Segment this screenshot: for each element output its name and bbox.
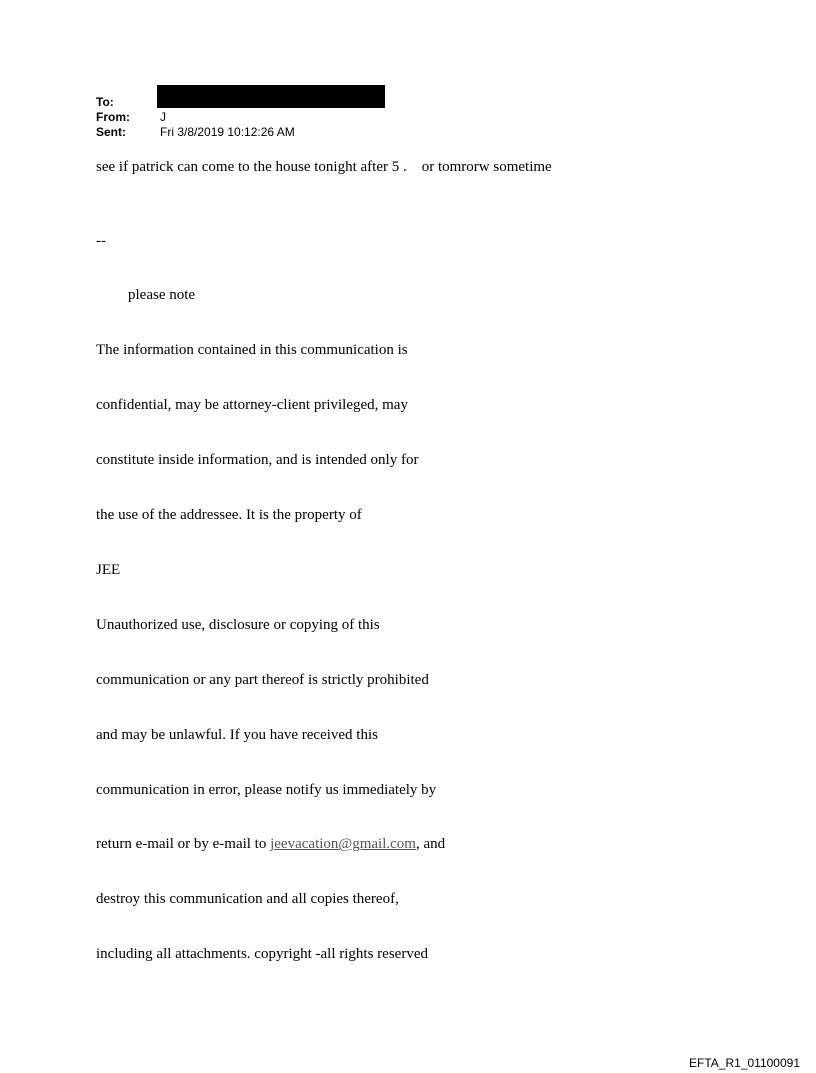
disclaimer-line: including all attachments. copyright -all rights reserved [96, 946, 428, 963]
return-line-suffix: , and [415, 836, 446, 853]
disclaimer-line: the use of the addressee. It is the property of [96, 507, 362, 524]
disclaimer-line: Unauthorized use, disclosure or copying of this [96, 616, 380, 633]
document-id: EFTA_R1_01100091 [689, 1056, 800, 1070]
disclaimer-line: The information contained in this communication is [96, 342, 408, 359]
disclaimer-line: confidential, may be attorney-client privileged, may [96, 397, 408, 414]
sent-label: Sent: [96, 125, 126, 139]
to-label: To: [96, 95, 114, 109]
email-link[interactable]: jeevacation@gmail.com [270, 836, 416, 853]
signature-block [96, 195, 445, 982]
from-label: From: [96, 110, 130, 124]
from-value: J [160, 110, 166, 124]
disclaimer-line: communication or any part thereof is strictly prohibited [96, 671, 429, 688]
signature-separator: -- [96, 232, 106, 249]
disclaimer-line: destroy this communication and all copies thereof, [96, 891, 399, 908]
email-header [96, 95, 295, 140]
disclaimer-line: and may be unlawful. If you have received this [96, 726, 378, 743]
disclaimer-line: communication in error, please notify us immediately by [96, 781, 437, 798]
sent-value: Fri 3/8/2019 10:12:26 AM [160, 125, 295, 139]
note-heading: please note [128, 287, 196, 304]
return-line-prefix: return e-mail or by e-mail to [96, 836, 271, 853]
from-row [96, 110, 295, 125]
to-row [96, 95, 295, 110]
return-email-line [96, 835, 445, 853]
disclaimer-line: JEE [96, 561, 121, 578]
disclaimer-line: constitute inside information, and is intended only for [96, 452, 419, 469]
message-body: see if patrick can come to the house tonight after 5 . or tomrorw sometime [96, 159, 552, 175]
sent-row [96, 125, 295, 140]
